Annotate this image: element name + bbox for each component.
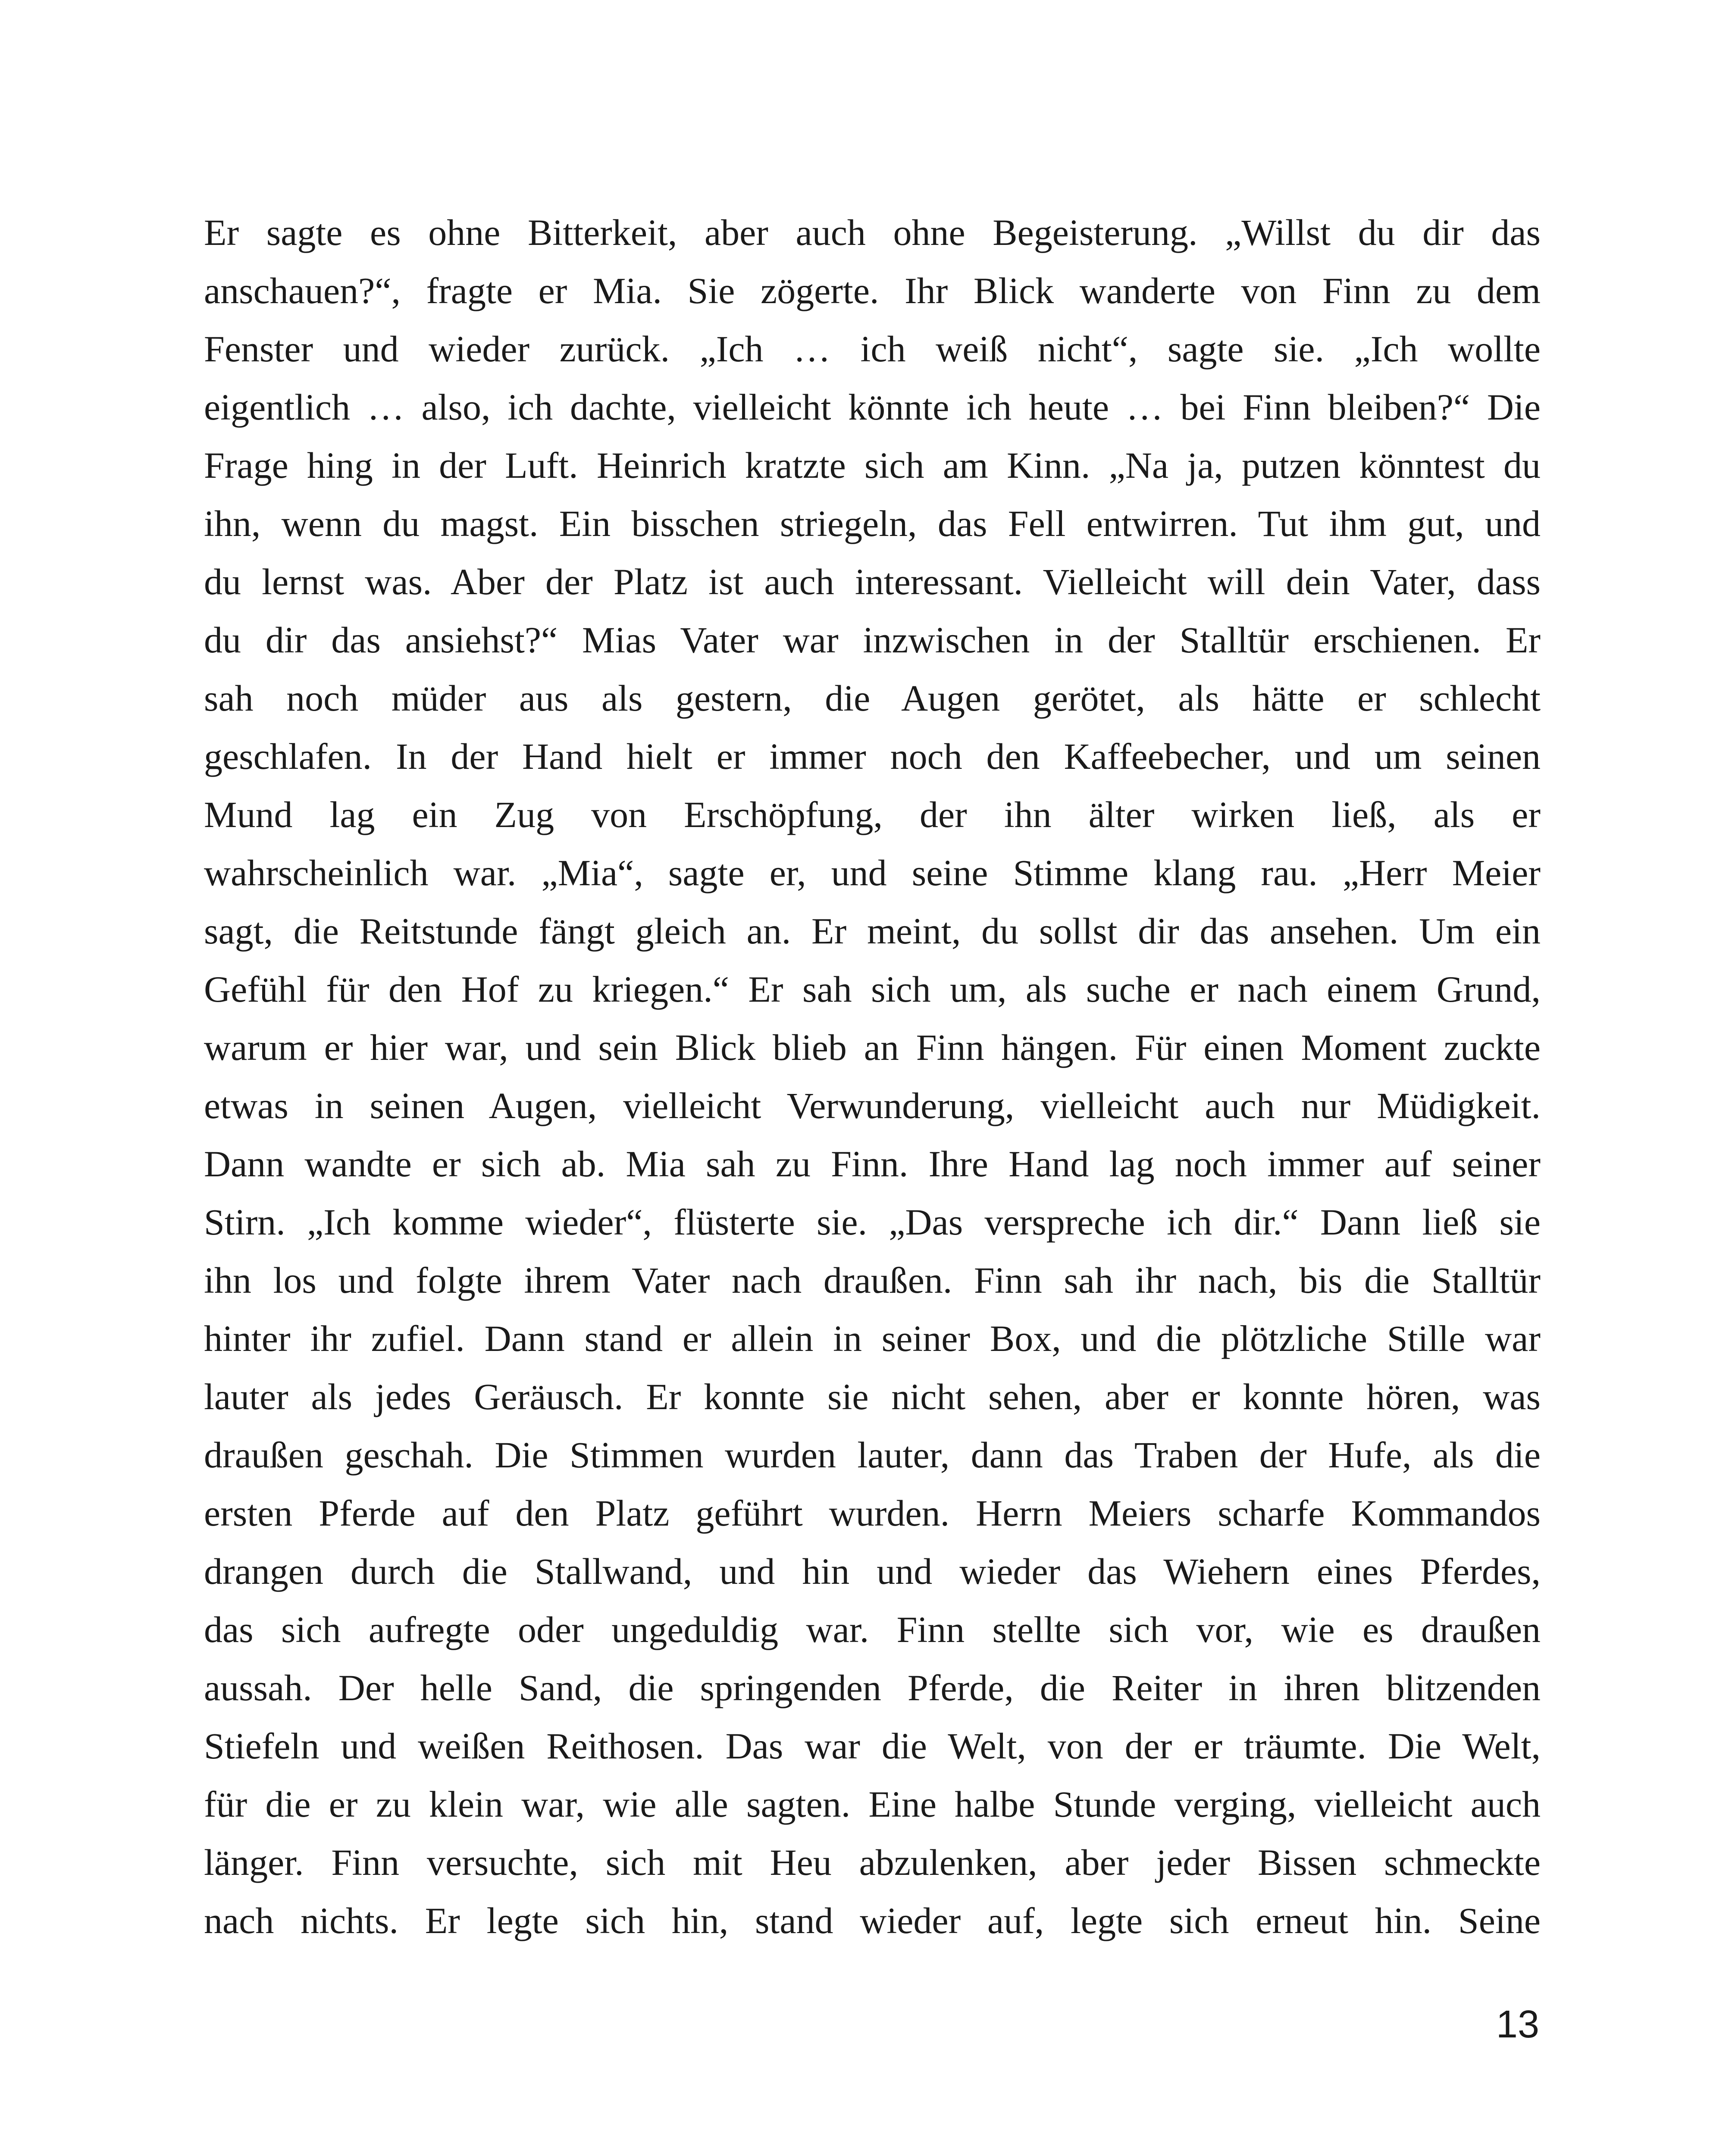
text-line: Gefühl für den Hof zu kriegen.“ Er sah sich um, als suche er nach einem Grund, (204, 968, 1541, 1010)
page-number: 13 (1496, 2003, 1539, 2046)
text-line: sah noch müder aus als gestern, die Augen gerötet, als hätte er schlecht (204, 677, 1541, 719)
text-line: Er sagte es ohne Bitterkeit, aber auch ohne Begeisterung. „Willst du dir das (204, 212, 1541, 253)
body-text (204, 204, 1541, 1950)
text-line: für die er zu klein war, wie alle sagten. Eine halbe Stunde verging, vielleicht auch (204, 1783, 1541, 1825)
text-line: Dann wandte er sich ab. Mia sah zu Finn. Ihre Hand lag noch immer auf seiner (204, 1143, 1541, 1185)
text-line: Stiefeln und weißen Reithosen. Das war die Welt, von der er träumte. Die Welt, (204, 1725, 1541, 1767)
text-line: du lernst was. Aber der Platz ist auch interessant. Vielleicht will dein Vater, dass (204, 561, 1541, 602)
text-line: Stirn. „Ich komme wieder“, flüsterte sie. „Das verspreche ich dir.“ Dann ließ sie (204, 1201, 1541, 1243)
text-line: geschlafen. In der Hand hielt er immer noch den Kaffeebecher, und um seinen (204, 736, 1541, 777)
text-line: anschauen?“, fragte er Mia. Sie zögerte. Ihr Blick wanderte von Finn zu dem (204, 270, 1541, 311)
text-line: wahrscheinlich war. „Mia“, sagte er, und seine Stimme klang rau. „Herr Meier (204, 852, 1541, 893)
text-line: du dir das ansiehst?“ Mias Vater war inzwischen in der Stalltür erschienen. Er (204, 619, 1541, 661)
text-line: nach nichts. Er legte sich hin, stand wieder auf, legte sich erneut hin. Seine (204, 1900, 1541, 1941)
text-line: sagt, die Reitstunde fängt gleich an. Er meint, du sollst dir das ansehen. Um ein (204, 910, 1541, 952)
text-line: aussah. Der helle Sand, die springenden Pferde, die Reiter in ihren blitzenden (204, 1667, 1541, 1708)
text-line: warum er hier war, und sein Blick blieb an Finn hängen. Für einen Moment zuckte (204, 1027, 1541, 1068)
text-line: länger. Finn versuchte, sich mit Heu abzulenken, aber jeder Bissen schmeckte (204, 1842, 1541, 1883)
text-line: eigentlich … also, ich dachte, vielleicht könnte ich heute … bei Finn bleiben?“ Die (204, 386, 1541, 428)
text-line: ersten Pferde auf den Platz geführt wurden. Herrn Meiers scharfe Kommandos (204, 1492, 1541, 1534)
text-line: Fenster und wieder zurück. „Ich … ich weiß nicht“, sagte sie. „Ich wollte (204, 328, 1541, 370)
text-line: etwas in seinen Augen, vielleicht Verwunderung, vielleicht auch nur Müdigkeit. (204, 1085, 1541, 1126)
text-line: Mund lag ein Zug von Erschöpfung, der ihn älter wirken ließ, als er (204, 794, 1541, 835)
text-line: ihn los und folgte ihrem Vater nach draußen. Finn sah ihr nach, bis die Stalltür (204, 1260, 1541, 1301)
text-line: lauter als jedes Geräusch. Er konnte sie nicht sehen, aber er konnte hören, was (204, 1376, 1541, 1417)
text-line: ihn, wenn du magst. Ein bisschen striegeln, das Fell entwirren. Tut ihm gut, und (204, 503, 1541, 544)
text-line: das sich aufregte oder ungeduldig war. Finn stellte sich vor, wie es draußen (204, 1609, 1541, 1650)
text-line: draußen geschah. Die Stimmen wurden lauter, dann das Traben der Hufe, als die (204, 1434, 1541, 1476)
text-line: Frage hing in der Luft. Heinrich kratzte sich am Kinn. „Na ja, putzen könntest du (204, 445, 1541, 486)
text-line: drangen durch die Stallwand, und hin und wieder das Wiehern eines Pferdes, (204, 1551, 1541, 1592)
text-line: hinter ihr zufiel. Dann stand er allein in seiner Box, und die plötzliche Stille war (204, 1318, 1541, 1359)
